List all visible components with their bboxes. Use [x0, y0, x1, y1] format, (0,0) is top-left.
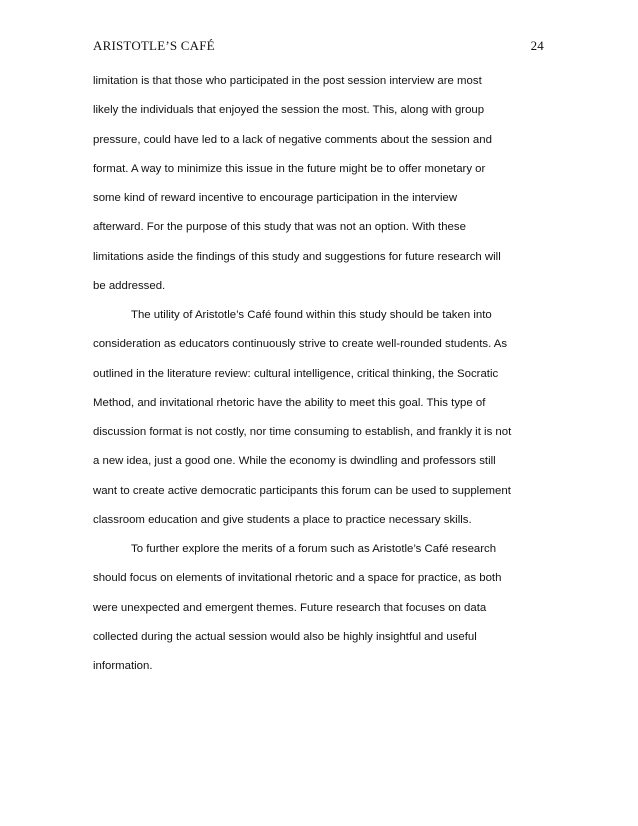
text-line: afterward. For the purpose of this study that was not an option. With these [93, 221, 466, 234]
paragraph-future-research [93, 535, 544, 681]
text-line: want to create active democratic participants this forum can be used to supplement [93, 484, 511, 497]
body-text [93, 67, 544, 681]
paragraph-utility [93, 301, 544, 535]
text-line: pressure, could have led to a lack of negative comments about the session and [93, 133, 492, 146]
text-line: consideration as educators continuously strive to create well-rounded students. As [93, 338, 508, 351]
text-line: The utility of Aristotle’s Café found within this study should be taken into [131, 309, 492, 321]
running-head-title: ARISTOTLE’S CAFÉ [93, 38, 215, 53]
page-number: 24 [530, 38, 544, 53]
text-line: be addressed. [93, 279, 166, 292]
text-line: classroom education and give students a place to practice necessary skills. [93, 513, 472, 526]
text-line: information. [93, 660, 153, 672]
paragraph-limitations [93, 67, 544, 301]
text-line: some kind of reward incentive to encourage participation in the interview [93, 192, 458, 204]
text-line: Method, and invitational rhetoric have the ability to meet this goal. This type of [93, 396, 486, 409]
text-line: format. A way to minimize this issue in the future might be to offer monetary or [93, 162, 486, 175]
text-line: discussion format is not costly, nor time consuming to establish, and frankly it is not [93, 426, 512, 438]
text-line: To further explore the merits of a forum such as Aristotle’s Café research [131, 543, 497, 555]
text-line: collected during the actual session would also be highly insightful and useful [93, 630, 477, 643]
text-line: a new idea, just a good one. While the economy is dwindling and professors still [93, 455, 496, 468]
running-head [93, 38, 544, 56]
text-line: were unexpected and emergent themes. Future research that focuses on data [93, 601, 487, 614]
text-line: limitation is that those who participated in the post session interview are most [93, 75, 482, 87]
text-line: should focus on elements of invitational rhetoric and a space for practice, as both [93, 572, 502, 585]
text-line: outlined in the literature review: cultural intelligence, critical thinking, the Socratic [93, 367, 499, 380]
text-line: limitations aside the findings of this study and suggestions for future research will [93, 250, 501, 263]
text-line: likely the individuals that enjoyed the session the most. This, along with group [93, 104, 485, 117]
